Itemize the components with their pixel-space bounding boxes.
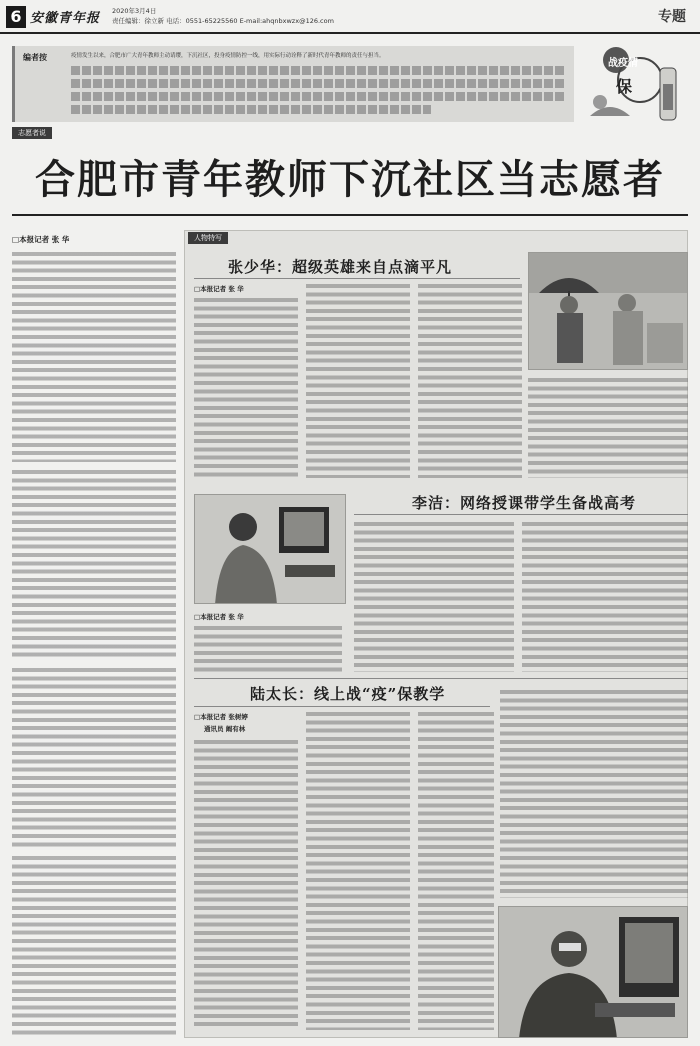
- editor-contact: 责任编辑：徐立新 电话：0551-65225560 E-mail:ahqnbxwzx@126.com: [112, 17, 334, 25]
- story1-text: [528, 378, 688, 478]
- photo-scene-teacher-computer: [499, 907, 688, 1038]
- story3-byline-2: 通讯员 阚有林: [204, 725, 246, 733]
- story2-caption-text: [194, 626, 342, 672]
- story3-text: [418, 712, 494, 1030]
- story2-rule: [354, 514, 688, 515]
- paper-name: 安徽青年报: [30, 11, 101, 26]
- note-text-line: [71, 79, 565, 88]
- story2-byline: □本报记者 张 华: [194, 613, 244, 621]
- story1-text: [194, 298, 298, 478]
- story2-photo: [194, 494, 346, 604]
- story2-text: [354, 522, 514, 672]
- left-body-text: [12, 668, 176, 848]
- fight-epidemic-logo: [576, 38, 692, 138]
- story3-top-rule: [194, 678, 688, 679]
- left-body-text: [12, 470, 176, 660]
- logo-illustration: [576, 38, 692, 138]
- photo-scene-online-class: [195, 495, 346, 604]
- tag-people: 人物特写: [188, 232, 228, 244]
- editor-note-label: 编者按: [23, 53, 47, 62]
- main-headline: 合肥市青年教师下沉社区当志愿者: [35, 156, 665, 203]
- story1-title: 张少华：超级英雄来自点滴平凡: [228, 258, 453, 276]
- story2-text: [522, 522, 688, 672]
- story2-title: 李洁：网络授课带学生备战高考: [412, 494, 637, 512]
- story1-text: [306, 284, 410, 478]
- note-text-line: [71, 92, 565, 101]
- story3-rule: [194, 706, 490, 707]
- photo-scene-umbrella: [529, 253, 688, 370]
- story1-photo: [528, 252, 688, 370]
- story3-text: [500, 690, 688, 898]
- page-number: 6: [6, 6, 26, 28]
- note-text-line: [71, 105, 431, 114]
- story1-byline: □本报记者 张 华: [194, 285, 244, 293]
- tag-volunteer: 志愿者说: [12, 127, 52, 139]
- story3-byline: □本报记者 张树婷: [194, 713, 248, 721]
- left-body-text: [12, 856, 176, 1036]
- note-text-line: [71, 66, 565, 75]
- left-byline: □本报记者 张 华: [12, 235, 70, 244]
- editor-note-text: 疫情发生以来，合肥市广大青年教师主动请缨，下沉社区，投身疫情防控一线，用实际行动诠释了新时代青年教师的责任与担当。: [71, 53, 385, 59]
- left-body-text: [12, 252, 176, 462]
- left-column: [12, 226, 176, 1038]
- story3-text: [306, 712, 410, 1030]
- story3-photo: [498, 906, 688, 1038]
- logo-text-1: 战疫情: [608, 58, 638, 69]
- headline-rule: [12, 214, 688, 216]
- section-label: 专题: [658, 9, 686, 25]
- editor-note: [12, 46, 574, 122]
- story1-text: [418, 284, 522, 478]
- story3-title: 陆太长：线上战“疫”保教学: [250, 685, 446, 703]
- masthead: [0, 0, 700, 34]
- story1-rule: [194, 278, 520, 279]
- issue-date: 2020年3月4日: [112, 7, 157, 15]
- logo-text-2: 保: [616, 77, 633, 96]
- story3-text: [194, 740, 298, 1030]
